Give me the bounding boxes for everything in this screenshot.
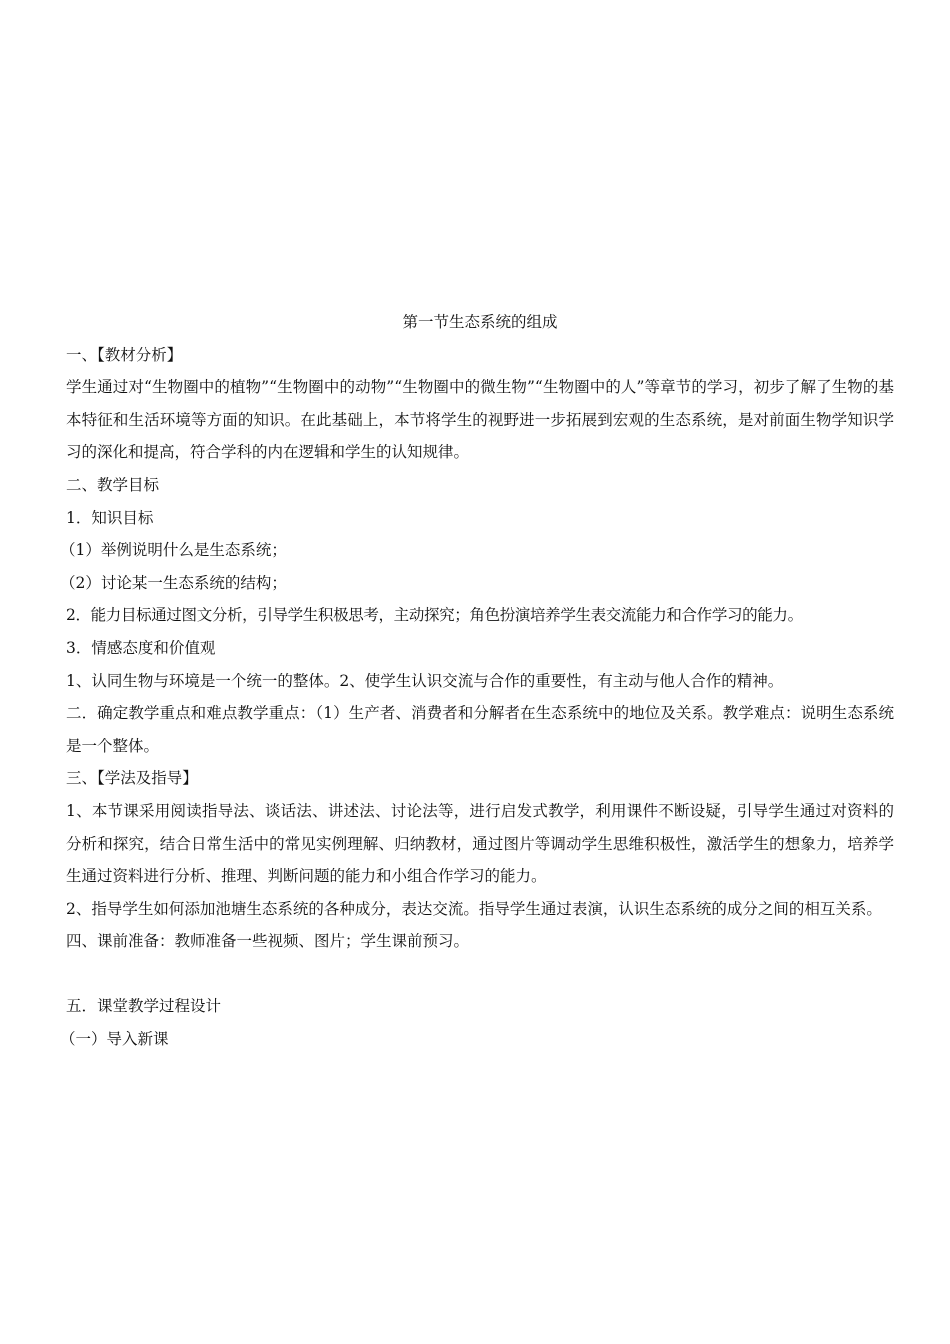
emotion-goal-heading: 3．情感态度和价值观 — [66, 638, 216, 657]
knowledge-goal-heading: 1．知识目标 — [66, 508, 154, 527]
knowledge-goal-item: （2）讨论某一生态系统的结构； — [60, 573, 287, 592]
emotion-goal-text: 1、认同生物与环境是一个统一的整体。2、使学生认识交流与合作的重要性，有主动与他人合作的精神。 — [66, 671, 784, 690]
section-heading-teaching-goals: 二、教学目标 — [66, 475, 160, 494]
pre-class-preparation: 四、课前准备：教师准备一些视频、图片；学生课前预习。 — [66, 932, 470, 951]
section-heading-lesson-process: 五．课堂教学过程设计 — [66, 997, 222, 1016]
lesson-step-heading: （一）导入新课 — [60, 1030, 169, 1049]
blank-line — [66, 958, 894, 991]
study-method-item: 1、本节课采用阅读指导法、谈话法、讲述法、讨论法等，进行启发式教学，利用课件不断设疑，引导学生通过对资料的分析和探究，结合日常生活中的常见实例理解、归纳教材，通过图片等调动学生思维积极性，激活学生的想象力，培养学生通过资料进行分析、推理、判断问题的能力和小组合作学习的能力。 — [66, 801, 894, 886]
document-body — [60, 306, 894, 1056]
section-heading-textbook-analysis: 一、【教材分析】 — [66, 345, 183, 364]
key-points-paragraph: 二．确定教学重点和难点教学重点：（1）生产者、消费者和分解者在生态系统中的地位及关系。教学难点：说明生态系统是一个整体。 — [66, 704, 894, 755]
ability-goal-text: 2．能力目标通过图文分析，引导学生积极思考，主动探究；角色扮演培养学生表交流能力和合作学习的能力。 — [66, 606, 803, 625]
section-heading-study-methods: 三、【学法及指导】 — [66, 769, 198, 788]
textbook-analysis-paragraph: 学生通过对“生物圈中的植物”“生物圈中的动物”“生物圈中的微生物”“生物圈中的人”等章节的学习，初步了解了生物的基本特征和生活环境等方面的知识。在此基础上，本节将学生的视野进一步拓展到宏观的生态系统，是对前面生物学知识学习的深化和提高，符合学科的内在逻辑和学生的认知规律。 — [66, 378, 894, 462]
knowledge-goal-item: （1）举例说明什么是生态系统； — [60, 541, 287, 560]
study-method-item: 2、指导学生如何添加池塘生态系统的各种成分，表达交流。指导学生通过表演，认识生态系统的成分之间的相互关系。 — [66, 899, 882, 918]
document-title: 第一节生态系统的组成 — [402, 313, 558, 331]
